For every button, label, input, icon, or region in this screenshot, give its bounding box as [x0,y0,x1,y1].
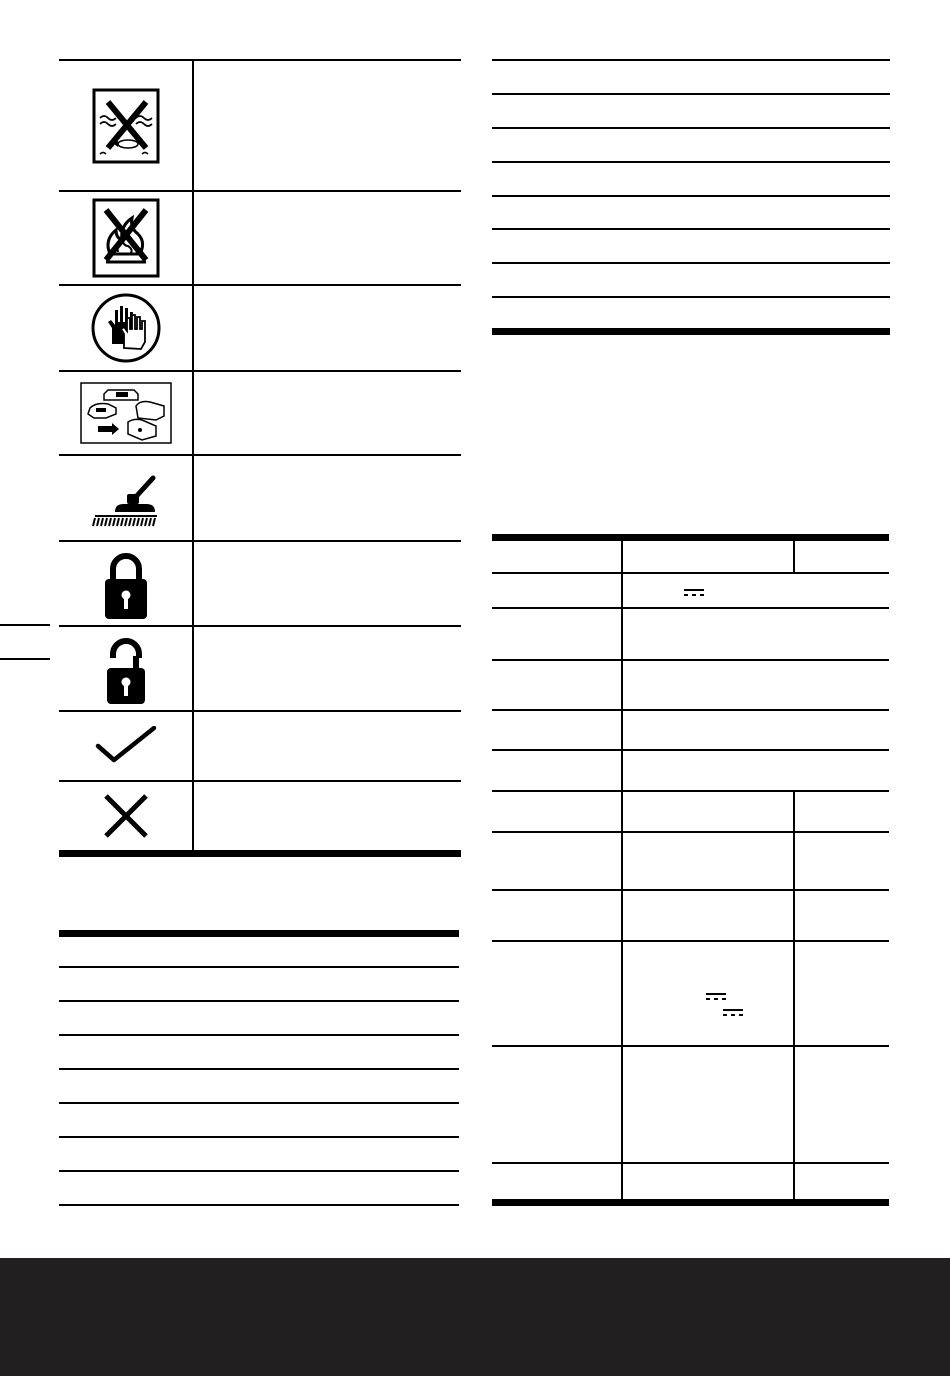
table-rule [492,709,889,711]
footer-band [0,1258,950,1376]
table-row [59,286,192,370]
lock-icon [103,547,149,621]
table-rule [492,195,890,197]
table-rule [492,940,889,942]
table-rule [59,1034,459,1036]
dc-current-icon [684,589,704,597]
table-rule [59,1204,459,1206]
wear-gloves-icon [90,292,162,364]
table-rule [492,607,889,609]
unlock-icon [103,632,149,706]
table-rule [492,659,889,661]
table-row [59,456,192,540]
table-bottom-rule [492,1199,889,1206]
table-row [59,372,192,454]
column-divider [793,541,795,573]
column-divider [192,59,194,856]
no-water-disposal-icon [92,88,160,164]
table-rule [492,1045,889,1047]
table-rule [492,262,890,264]
table-rule [492,228,890,230]
table-row [59,627,192,710]
table-rule [59,1068,459,1070]
battery-charger-icon [80,382,172,444]
table-rule [59,1136,459,1138]
table-rule [492,59,890,61]
table-rule [492,127,890,129]
table-row [59,192,192,284]
side-marker-rule [0,658,50,660]
table-rule [492,831,889,833]
column-divider [621,541,623,1201]
checkmark-icon [94,726,158,766]
table-row [59,782,192,850]
table-rule [492,161,890,163]
table-rule [59,966,459,968]
table-bottom-rule [492,328,890,335]
dc-current-icon [706,993,726,1001]
table-rule [492,296,890,298]
pole-sander-icon [91,468,161,528]
table-rule [492,1162,889,1164]
table-rule [492,889,889,891]
table-row [59,542,192,625]
table-rule [492,749,889,751]
side-marker-rule [0,624,50,626]
no-fire-disposal-icon [92,198,160,278]
table-rule [59,1000,459,1002]
table-row [59,61,192,190]
table-rule [492,572,889,574]
table-rule [492,790,889,792]
table-top-rule [59,930,459,937]
column-divider [793,790,795,1201]
table-rule [59,1102,459,1104]
dc-current-icon [723,1009,743,1017]
table-rule [492,93,890,95]
table-bottom-rule [59,850,461,857]
table-rule [59,1170,459,1172]
cross-icon [102,792,150,840]
table-row [59,712,192,780]
table-top-rule [492,534,889,541]
